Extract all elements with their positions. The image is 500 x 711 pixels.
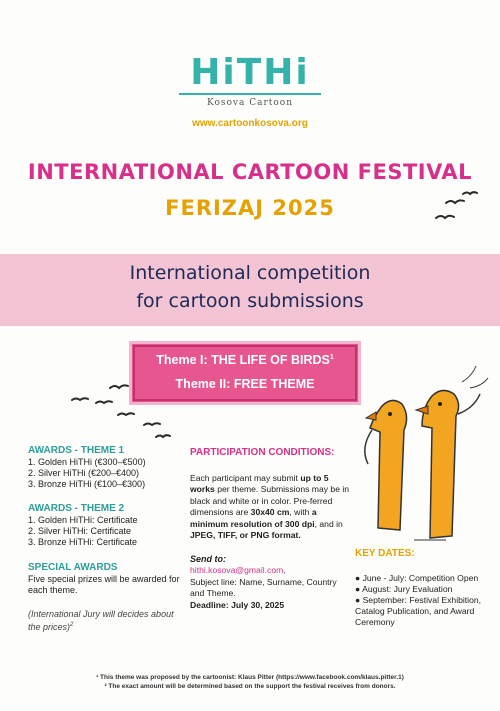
theme-1-footnote-mark: 1: [329, 353, 334, 361]
awards-theme2-heading: AWARDS - THEME 2: [28, 503, 125, 514]
footnotes: [0, 673, 500, 691]
awards-theme1-heading: AWARDS - THEME 1: [28, 445, 125, 456]
participation-bold-part: a minimum resolution of 300 dpi: [190, 507, 317, 529]
award-theme1-item: 1. Golden HiTHi (€300–€500): [28, 457, 146, 467]
logo-underline: [179, 93, 321, 95]
logo-subtitle: Kosova Cartoon: [206, 98, 294, 108]
participation-text-part: , and in: [314, 518, 343, 529]
participation-bold-part: JPEG, TIFF, or PNG format.: [190, 530, 301, 540]
competition-line-1: International competition: [129, 262, 371, 284]
logo-wordmark: HiTHi: [190, 52, 310, 93]
theme-1-label: [132, 353, 358, 367]
send-deadline: Deadline: July 30, 2025: [190, 599, 285, 610]
award-theme1-item: 3. Bronze HiTHi (€100–€300): [28, 479, 146, 489]
special-awards-note-mark: 2: [70, 622, 74, 628]
key-date-item: ● September: Festival Exhibition, Catalog Publication, and Award Ceremony: [355, 595, 482, 627]
special-awards-heading: SPECIAL AWARDS: [28, 562, 118, 573]
send-to-heading: Send to:: [190, 553, 226, 564]
key-dates-heading: KEY DATES:: [355, 548, 415, 559]
award-theme1-item: 2. Silver HiTHi (€200–€400): [28, 468, 140, 478]
participation-heading: PARTICIPATION CONDITIONS:: [190, 447, 335, 458]
participation-bold-part: up to 5 works: [190, 472, 329, 494]
special-awards-text: Five special prizes will be awarded for each theme.: [28, 574, 180, 595]
festival-title: INTERNATIONAL CARTOON FESTIVAL: [27, 160, 473, 184]
festival-subtitle: FERIZAJ 2025: [165, 196, 335, 220]
footnote-2: ² The exact amount will be determined based on the support the festival receives from donors.: [104, 683, 396, 690]
theme-2-label: Theme II: FREE THEME: [175, 377, 315, 391]
participation-text: [190, 473, 350, 542]
theme-1-text: Theme I: THE LIFE OF BIRDS: [156, 353, 330, 367]
send-email-link[interactable]: hithi.kosova@gmail.com,: [190, 565, 286, 575]
bird-cartoon-icon: [365, 366, 488, 540]
participation-text-part: Each participant may submit: [190, 472, 301, 483]
footnote-1: ¹ This theme was proposed by the cartoonist: Klaus Pitter (https://www.facebook.com/klaus.pitter.1): [96, 674, 404, 681]
website-link[interactable]: www.cartoonkosova.org: [192, 118, 308, 129]
participation-bold-part: 30x40 cm: [250, 507, 290, 517]
participation-text-part: , with: [289, 507, 312, 517]
key-date-item: ● August: Jury Evaluation: [355, 584, 453, 594]
participation-text-part: per theme. Submissions may be in black and white or in color. Pre-ferred dimensions are: [190, 484, 350, 517]
hithi-logo: [0, 52, 500, 108]
participation-column: [190, 447, 350, 611]
award-theme2-item: 1. Golden HiTHi: Certificate: [28, 515, 138, 525]
key-date-item: ● June - July: Competition Open: [355, 573, 479, 583]
send-subject-line: Subject line: Name, Surname, Country and Theme.: [190, 576, 337, 598]
awards-column: [28, 445, 188, 633]
special-awards-note-text: (International Jury will decides about the prices): [28, 609, 174, 632]
competition-line-2: for cartoon submissions: [136, 290, 364, 312]
key-dates-column: [355, 548, 495, 628]
special-awards-note: [28, 609, 188, 633]
award-theme2-item: 2. Silver HiTHi: Certificate: [28, 526, 132, 536]
themes-box: [129, 341, 361, 405]
award-theme2-item: 3. Bronze HiTHi: Certificate: [28, 537, 138, 547]
